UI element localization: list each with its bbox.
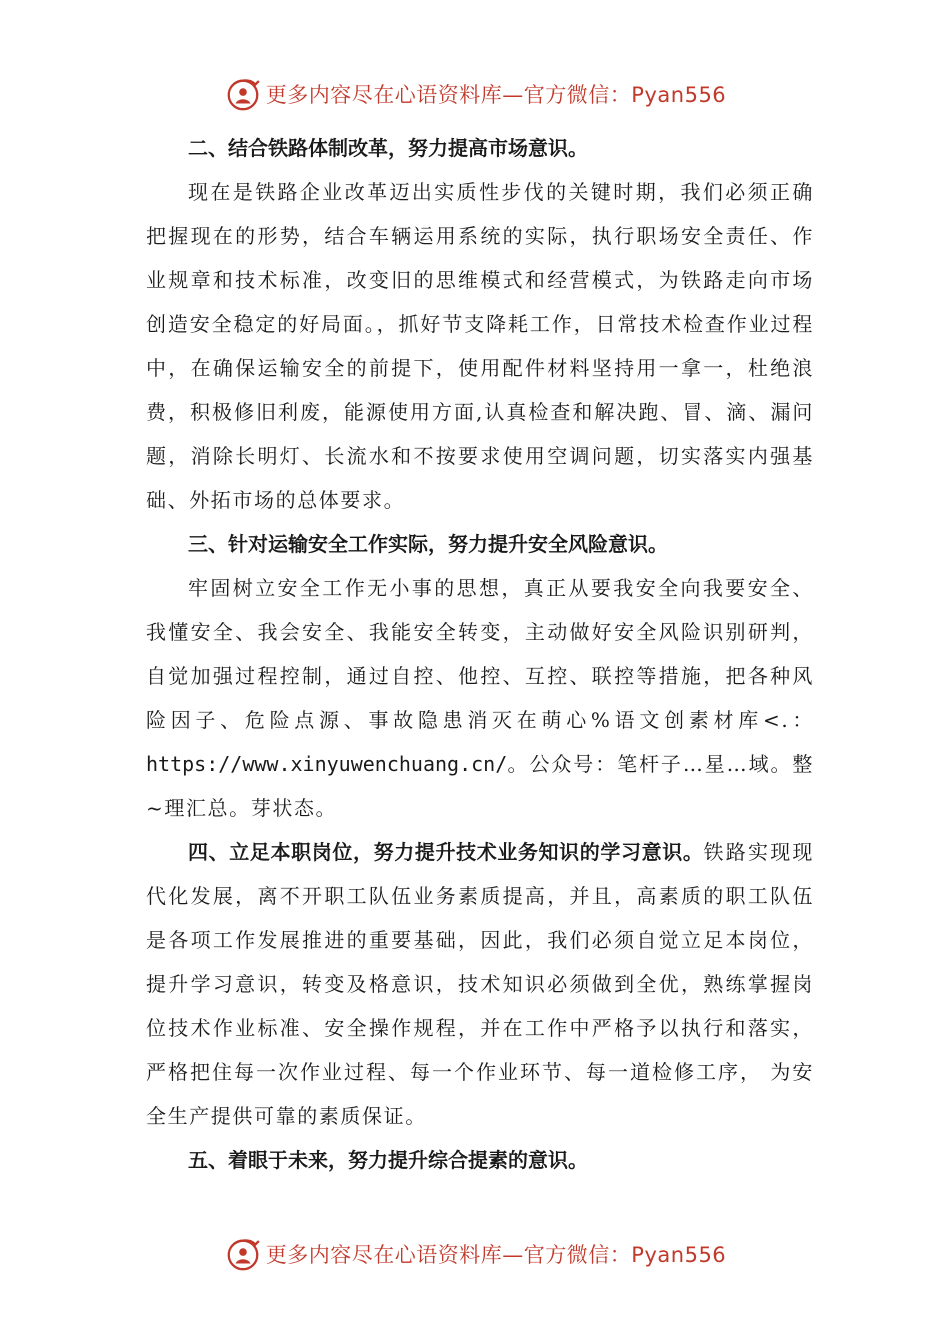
watermark-text-bottom: 更多内容尽在心语资料库—官方微信：Pyan556	[265, 1243, 727, 1267]
watermark-text-top: 更多内容尽在心语资料库—官方微信：Pyan556	[265, 83, 727, 107]
section-2-body: 现在是铁路企业改革迈出实质性步伐的关键时期，我们必须正确把握现在的形势，结合车辆运用系统的实际，执行职场安全责任、作业规章和技术标准，改变旧的思维模式和经营模式，为铁路走向市场创造安全稳定的好局面。，抓好节支降耗工作，日常技术检查作业过程中，在确保运输安全的前提下，使用配件材料坚持用一拿一，杜绝浪费，积极修旧利废，能源使用方面,认真检查和解决跑、冒、滴、漏问题，消除长明灯、长流水和不按要求使用空调问题，切实落实内强基础、外拓市场的总体要求。	[146, 180, 814, 512]
section-3-body	[146, 566, 814, 830]
section-3-text-after-url: 。公众号：笔杆子…星…域。整~理汇总。芽状态。	[146, 752, 814, 820]
logo-icon	[224, 1235, 262, 1273]
section-3-url: https://www.xinyuwenchuang.cn/	[146, 752, 508, 776]
watermark-banner-bottom	[0, 1230, 950, 1278]
section-5-heading: 五、着眼于未来，努力提升综合提素的意识。	[188, 1148, 588, 1172]
section-4-body: 铁路实现现代化发展，离不开职工队伍业务素质提高，并且，高素质的职工队伍是各项工作发展推进的重要基础，因此，我们必须自觉立足本岗位，提升学习意识，转变及格意识，技术知识必须做到全优，熟练掌握岗位技术作业标准、安全操作规程，并在工作中严格予以执行和落实，严格把住每一次作业过程、每一个作业环节、每一道检修工序， 为安全生产提供可靠的素质保证。	[146, 840, 815, 1128]
section-2-heading: 二、结合铁路体制改革，努力提高市场意识。	[188, 136, 588, 160]
document-body	[146, 126, 814, 1182]
section-4-paragraph	[146, 830, 814, 1138]
section-3-text-before-url: 牢固树立安全工作无小事的思想，真正从要我安全向我要安全、我懂安全、我会安全、我能安全转变，主动做好安全风险识别研判，自觉加强过程控制，通过自控、他控、互控、联控等措施，把各种风险因子、危险点源、事故隐患消灭在萌心%语文创素材库<.：	[146, 576, 814, 732]
watermark-banner-top	[0, 70, 950, 118]
logo-icon	[224, 75, 262, 113]
section-4-heading: 四、立足本职岗位，努力提升技术业务知识的学习意识。	[188, 840, 704, 864]
section-3-heading: 三、针对运输安全工作实际，努力提升安全风险意识。	[188, 532, 668, 556]
